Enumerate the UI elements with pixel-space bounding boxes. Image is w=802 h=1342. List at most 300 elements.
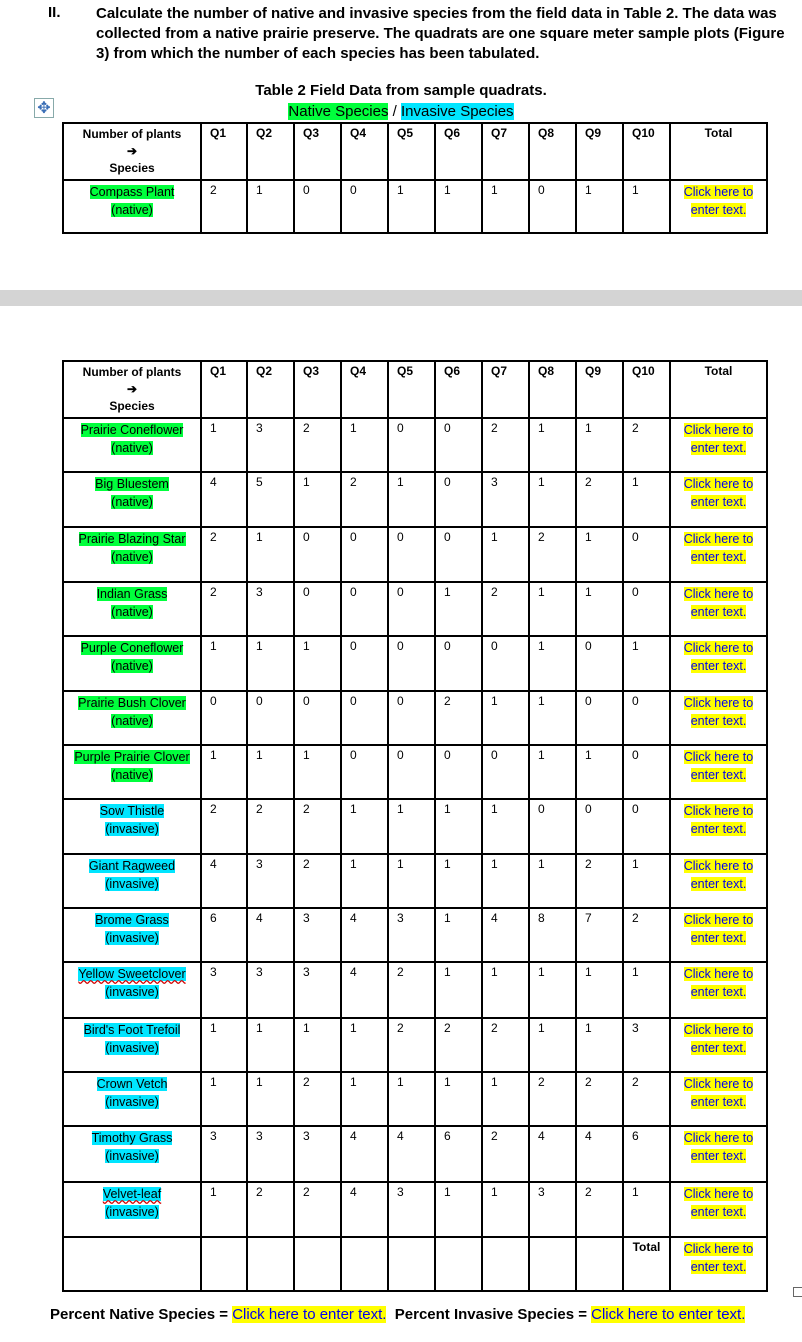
empty-cell	[201, 1237, 247, 1291]
quadrat-count: 1	[435, 962, 482, 1018]
quadrat-count: 0	[435, 418, 482, 472]
quadrat-count: 1	[482, 1182, 529, 1237]
quadrat-count: 0	[529, 180, 576, 233]
quadrat-count: 2	[388, 962, 435, 1018]
quadrat-count: 2	[435, 1018, 482, 1072]
quadrat-count: 0	[388, 691, 435, 745]
quadrat-count: 1	[623, 962, 670, 1018]
quadrat-count: 1	[341, 854, 388, 908]
quadrat-count: 2	[623, 908, 670, 962]
species-name: Prairie Coneflower	[80, 423, 184, 437]
quadrat-count: 0	[341, 527, 388, 582]
header-row	[63, 361, 767, 418]
header-quadrat: Q2	[247, 123, 294, 180]
total-cell[interactable]	[670, 418, 767, 472]
quadrat-count: 0	[623, 691, 670, 745]
quadrat-count: 0	[247, 691, 294, 745]
quadrat-count: 4	[341, 1182, 388, 1237]
quadrat-count: 1	[576, 527, 623, 582]
quadrat-count: 1	[247, 636, 294, 691]
quadrat-count: 6	[201, 908, 247, 962]
header-quadrat: Q8	[529, 123, 576, 180]
quadrat-count: 3	[388, 1182, 435, 1237]
quadrat-count: 2	[576, 854, 623, 908]
table-move-handle-icon[interactable]: ✥	[34, 98, 54, 118]
header-species-cell	[63, 123, 201, 180]
species-cell	[63, 180, 201, 233]
quadrat-count: 0	[341, 582, 388, 636]
grand-total-label: Total	[623, 1237, 670, 1291]
species-type: (native)	[111, 203, 153, 217]
quadrat-count: 4	[341, 1126, 388, 1182]
quadrat-count: 2	[201, 527, 247, 582]
total-input[interactable]: Click here to enter text.	[683, 859, 754, 891]
empty-cell	[63, 1237, 201, 1291]
field-data-table-2	[62, 360, 768, 1292]
species-type: (native)	[111, 441, 153, 455]
quadrat-count: 0	[341, 636, 388, 691]
quadrat-count: 1	[294, 1018, 341, 1072]
quadrat-count: 2	[201, 180, 247, 233]
quadrat-count: 2	[482, 1126, 529, 1182]
grand-total-cell[interactable]	[670, 1237, 767, 1291]
quadrat-count: 1	[341, 1018, 388, 1072]
table-row	[63, 1182, 767, 1237]
species-cell	[63, 1182, 201, 1237]
species-type: (native)	[111, 605, 153, 619]
quadrat-count: 0	[388, 527, 435, 582]
quadrat-count: 3	[247, 1126, 294, 1182]
quadrat-count: 0	[201, 691, 247, 745]
quadrat-count: 4	[201, 472, 247, 527]
total-input[interactable]: Click here to enter text.	[683, 804, 754, 836]
percent-native-input[interactable]: Click here to enter text.	[232, 1306, 387, 1323]
species-type: (invasive)	[105, 931, 159, 945]
quadrat-count: 2	[482, 1018, 529, 1072]
species-type: (invasive)	[105, 1205, 159, 1219]
species-cell	[63, 636, 201, 691]
table-row	[63, 1018, 767, 1072]
species-cell	[63, 799, 201, 854]
quadrat-count: 2	[529, 527, 576, 582]
quadrat-count: 0	[576, 691, 623, 745]
header-quadrat: Q9	[576, 123, 623, 180]
quadrat-count: 2	[529, 1072, 576, 1126]
header-quadrat: Q3	[294, 123, 341, 180]
quadrat-count: 1	[623, 1182, 670, 1237]
total-input[interactable]: Click here to enter text.	[683, 532, 754, 564]
empty-cell	[247, 1237, 294, 1291]
quadrat-count: 1	[529, 582, 576, 636]
table-row	[63, 527, 767, 582]
quadrat-count: 2	[247, 799, 294, 854]
quadrat-count: 1	[435, 799, 482, 854]
quadrat-count: 0	[388, 745, 435, 799]
header-species: Species	[109, 161, 155, 175]
species-cell	[63, 1126, 201, 1182]
quadrat-count: 1	[576, 180, 623, 233]
quadrat-count: 2	[482, 582, 529, 636]
table-row	[63, 472, 767, 527]
quadrat-count: 2	[388, 1018, 435, 1072]
species-type: (invasive)	[105, 1095, 159, 1109]
species-name: Yellow Sweetclover	[78, 967, 186, 981]
header-quadrat: Q10	[623, 361, 670, 418]
species-type: (invasive)	[105, 985, 159, 999]
total-input[interactable]: Click here to enter text.	[683, 1023, 754, 1055]
quadrat-count: 1	[482, 854, 529, 908]
header-total: Total	[670, 123, 767, 180]
total-cell[interactable]	[670, 180, 767, 233]
total-input[interactable]: Click here to enter text.	[683, 1077, 754, 1109]
quadrat-count: 0	[435, 527, 482, 582]
quadrat-count: 1	[482, 799, 529, 854]
species-name: Prairie Bush Clover	[78, 696, 186, 710]
quadrat-count: 1	[388, 1072, 435, 1126]
species-name: Brome Grass	[95, 913, 169, 927]
quadrat-count: 4	[247, 908, 294, 962]
quadrat-count: 4	[341, 908, 388, 962]
legend-native: Native Species	[288, 103, 389, 120]
empty-cell	[576, 1237, 623, 1291]
quadrat-count: 1	[482, 527, 529, 582]
quadrat-count: 1	[294, 745, 341, 799]
quadrat-count: 0	[435, 636, 482, 691]
total-cell[interactable]	[670, 527, 767, 582]
quadrat-count: 1	[388, 799, 435, 854]
table-row	[63, 799, 767, 854]
percent-invasive-label: Percent Invasive Species =	[394, 1306, 592, 1323]
header-quadrat: Q4	[341, 361, 388, 418]
quadrat-count: 1	[201, 636, 247, 691]
quadrat-count: 1	[482, 962, 529, 1018]
instructions-line-1: Calculate the number of native and invasive species from the field data in Table 2. The data was	[96, 5, 777, 22]
empty-cell	[294, 1237, 341, 1291]
quadrat-count: 0	[576, 799, 623, 854]
quadrat-count: 0	[294, 691, 341, 745]
header-quadrat: Q8	[529, 361, 576, 418]
species-name: Prairie Blazing Star	[78, 532, 186, 546]
quadrat-count: 1	[623, 180, 670, 233]
quadrat-count: 0	[388, 636, 435, 691]
total-input[interactable]: Click here to enter text.	[683, 1187, 754, 1219]
total-input[interactable]: Click here to enter text.	[683, 641, 754, 673]
total-cell[interactable]	[670, 962, 767, 1018]
header-quadrat: Q1	[201, 361, 247, 418]
quadrat-count: 0	[341, 745, 388, 799]
quadrat-count: 1	[435, 1072, 482, 1126]
quadrat-count: 2	[576, 1182, 623, 1237]
total-cell[interactable]	[670, 691, 767, 745]
quadrat-count: 1	[482, 691, 529, 745]
quadrat-count: 2	[576, 1072, 623, 1126]
quadrat-count: 2	[294, 1072, 341, 1126]
species-name: Crown Vetch	[96, 1077, 168, 1091]
quadrat-count: 2	[294, 799, 341, 854]
quadrat-count: 0	[388, 582, 435, 636]
quadrat-count: 1	[529, 472, 576, 527]
quadrat-count: 1	[341, 418, 388, 472]
total-cell[interactable]	[670, 636, 767, 691]
quadrat-count: 2	[201, 799, 247, 854]
species-name: Purple Prairie Clover	[74, 750, 190, 764]
total-cell[interactable]	[670, 745, 767, 799]
header-quadrat: Q3	[294, 361, 341, 418]
quadrat-count: 4	[482, 908, 529, 962]
header-quadrat: Q5	[388, 123, 435, 180]
legend-separator: /	[388, 103, 401, 120]
quadrat-count: 8	[529, 908, 576, 962]
quadrat-count: 1	[435, 1182, 482, 1237]
quadrat-count: 5	[247, 472, 294, 527]
table-caption: Table 2 Field Data from sample quadrats.	[255, 82, 547, 99]
total-input[interactable]: Click here to enter text.	[683, 967, 754, 999]
quadrat-count: 6	[623, 1126, 670, 1182]
table-row	[63, 418, 767, 472]
quadrat-count: 1	[435, 582, 482, 636]
quadrat-count: 1	[623, 854, 670, 908]
arrow-right-icon: ➔	[126, 144, 138, 158]
total-cell[interactable]	[670, 1018, 767, 1072]
quadrat-count: 1	[435, 908, 482, 962]
quadrat-count: 2	[482, 418, 529, 472]
quadrat-count: 1	[247, 745, 294, 799]
quadrat-count: 0	[482, 745, 529, 799]
quadrat-count: 1	[247, 1018, 294, 1072]
total-cell[interactable]	[670, 582, 767, 636]
total-cell[interactable]	[670, 908, 767, 962]
total-cell[interactable]	[670, 1072, 767, 1126]
table-row	[63, 1126, 767, 1182]
species-name: Bird's Foot Trefoil	[83, 1023, 181, 1037]
quadrat-count: 0	[529, 799, 576, 854]
total-input[interactable]: Click here to enter text.	[683, 696, 754, 728]
page-break	[0, 290, 802, 306]
quadrat-count: 1	[576, 1018, 623, 1072]
species-type: (native)	[111, 768, 153, 782]
species-cell	[63, 1072, 201, 1126]
quadrat-count: 0	[294, 582, 341, 636]
header-quadrat: Q10	[623, 123, 670, 180]
quadrat-count: 0	[623, 799, 670, 854]
header-total: Total	[670, 361, 767, 418]
quadrat-count: 1	[576, 745, 623, 799]
instructions-line-2: collected from a native prairie preserve. The quadrats are one square meter sample plots (Figure	[96, 25, 785, 42]
table-row	[63, 908, 767, 962]
species-name: Timothy Grass	[91, 1131, 173, 1145]
quadrat-count: 1	[247, 1072, 294, 1126]
header-number-of-plants: Number of plants	[82, 127, 182, 141]
species-type: (native)	[111, 714, 153, 728]
quadrat-count: 1	[529, 854, 576, 908]
table-row	[63, 582, 767, 636]
empty-cell	[388, 1237, 435, 1291]
header-quadrat: Q6	[435, 123, 482, 180]
header-quadrat: Q7	[482, 361, 529, 418]
total-input[interactable]: Click here to enter text.	[683, 913, 754, 945]
quadrat-count: 1	[201, 1072, 247, 1126]
quadrat-count: 2	[294, 1182, 341, 1237]
species-cell	[63, 582, 201, 636]
percent-invasive-input[interactable]: Click here to enter text.	[591, 1306, 746, 1323]
quadrat-count: 1	[482, 1072, 529, 1126]
quadrat-count: 1	[294, 636, 341, 691]
total-cell[interactable]	[670, 854, 767, 908]
quadrat-count: 3	[247, 854, 294, 908]
table-row	[63, 691, 767, 745]
species-name: Purple Coneflower	[80, 641, 184, 655]
quadrat-count: 1	[623, 636, 670, 691]
quadrat-count: 3	[247, 418, 294, 472]
empty-cell	[482, 1237, 529, 1291]
species-cell	[63, 1018, 201, 1072]
quadrat-count: 1	[623, 472, 670, 527]
species-type: (native)	[111, 495, 153, 509]
species-cell	[63, 691, 201, 745]
table-row	[63, 180, 767, 233]
header-quadrat: Q1	[201, 123, 247, 180]
quadrat-count: 1	[435, 854, 482, 908]
quadrat-count: 3	[388, 908, 435, 962]
quadrat-count: 3	[201, 1126, 247, 1182]
header-species-cell	[63, 361, 201, 418]
quadrat-count: 3	[294, 962, 341, 1018]
grand-total-row	[63, 1237, 767, 1291]
quadrat-count: 1	[576, 418, 623, 472]
quadrat-count: 1	[201, 1182, 247, 1237]
quadrat-count: 1	[529, 418, 576, 472]
header-row	[63, 123, 767, 180]
species-type: (native)	[111, 550, 153, 564]
quadrat-count: 1	[247, 527, 294, 582]
grand-total-input[interactable]: Click here to enter text.	[683, 1242, 754, 1274]
header-number-of-plants: Number of plants	[82, 365, 182, 379]
header-quadrat: Q9	[576, 361, 623, 418]
quadrat-count: 0	[341, 691, 388, 745]
quadrat-count: 1	[247, 180, 294, 233]
quadrat-count: 1	[341, 799, 388, 854]
total-input[interactable]: Click here to enter text.	[683, 423, 754, 455]
quadrat-count: 4	[341, 962, 388, 1018]
table-resize-handle[interactable]	[793, 1287, 802, 1297]
quadrat-count: 1	[201, 1018, 247, 1072]
species-name: Sow Thistle	[99, 804, 165, 818]
legend-invasive: Invasive Species	[401, 103, 514, 120]
species-type: (invasive)	[105, 822, 159, 836]
species-cell	[63, 962, 201, 1018]
species-type: (invasive)	[105, 877, 159, 891]
quadrat-count: 2	[435, 691, 482, 745]
quadrat-count: 3	[623, 1018, 670, 1072]
quadrat-count: 1	[529, 1018, 576, 1072]
table-row	[63, 745, 767, 799]
species-type: (native)	[111, 659, 153, 673]
quadrat-count: 3	[482, 472, 529, 527]
header-quadrat: Q4	[341, 123, 388, 180]
quadrat-count: 3	[247, 582, 294, 636]
quadrat-count: 0	[294, 527, 341, 582]
species-name: Indian Grass	[96, 587, 168, 601]
quadrat-count: 0	[623, 745, 670, 799]
quadrat-count: 0	[623, 582, 670, 636]
species-name: Compass Plant	[89, 185, 175, 199]
header-quadrat: Q6	[435, 361, 482, 418]
quadrat-count: 3	[294, 1126, 341, 1182]
arrow-right-icon: ➔	[126, 382, 138, 396]
quadrat-count: 3	[201, 962, 247, 1018]
species-cell	[63, 527, 201, 582]
quadrat-count: 1	[388, 472, 435, 527]
header-label	[67, 126, 197, 177]
quadrat-count: 1	[201, 418, 247, 472]
total-cell[interactable]	[670, 1126, 767, 1182]
quadrat-count: 1	[341, 1072, 388, 1126]
species-legend	[0, 103, 802, 120]
quadrat-count: 7	[576, 908, 623, 962]
quadrat-count: 1	[388, 180, 435, 233]
quadrat-count: 3	[247, 962, 294, 1018]
quadrat-count: 0	[435, 472, 482, 527]
quadrat-count: 2	[623, 1072, 670, 1126]
total-cell[interactable]	[670, 472, 767, 527]
quadrat-count: 1	[529, 636, 576, 691]
species-name: Giant Ragweed	[88, 859, 176, 873]
quadrat-count: 0	[341, 180, 388, 233]
section-numeral: II.	[48, 4, 61, 21]
quadrat-count: 1	[201, 745, 247, 799]
total-cell[interactable]	[670, 1182, 767, 1237]
quadrat-count: 0	[388, 418, 435, 472]
empty-cell	[529, 1237, 576, 1291]
quadrat-count: 2	[623, 418, 670, 472]
total-input[interactable]: Click here to enter text.	[683, 185, 754, 217]
quadrat-count: 0	[435, 745, 482, 799]
quadrat-count: 6	[435, 1126, 482, 1182]
quadrat-count: 1	[529, 691, 576, 745]
species-name: Velvet-leaf	[102, 1187, 162, 1201]
quadrat-count: 4	[529, 1126, 576, 1182]
quadrat-count: 2	[294, 418, 341, 472]
quadrat-count: 1	[576, 962, 623, 1018]
total-input[interactable]: Click here to enter text.	[683, 587, 754, 619]
empty-cell	[435, 1237, 482, 1291]
species-cell	[63, 418, 201, 472]
species-cell	[63, 908, 201, 962]
table-row	[63, 636, 767, 691]
quadrat-count: 1	[294, 472, 341, 527]
total-input[interactable]: Click here to enter text.	[683, 750, 754, 782]
species-cell	[63, 472, 201, 527]
header-label	[67, 364, 197, 415]
species-cell	[63, 745, 201, 799]
quadrat-count: 0	[576, 636, 623, 691]
quadrat-count: 4	[388, 1126, 435, 1182]
quadrat-count: 2	[341, 472, 388, 527]
quadrat-count: 0	[623, 527, 670, 582]
table-row	[63, 854, 767, 908]
quadrat-count: 2	[576, 472, 623, 527]
total-cell[interactable]	[670, 799, 767, 854]
total-input[interactable]: Click here to enter text.	[683, 1131, 754, 1163]
header-quadrat: Q2	[247, 361, 294, 418]
quadrat-count: 3	[529, 1182, 576, 1237]
quadrat-count: 2	[247, 1182, 294, 1237]
quadrat-count: 2	[201, 582, 247, 636]
percent-footer	[50, 1306, 745, 1323]
total-input[interactable]: Click here to enter text.	[683, 477, 754, 509]
header-quadrat: Q5	[388, 361, 435, 418]
quadrat-count: 1	[482, 180, 529, 233]
